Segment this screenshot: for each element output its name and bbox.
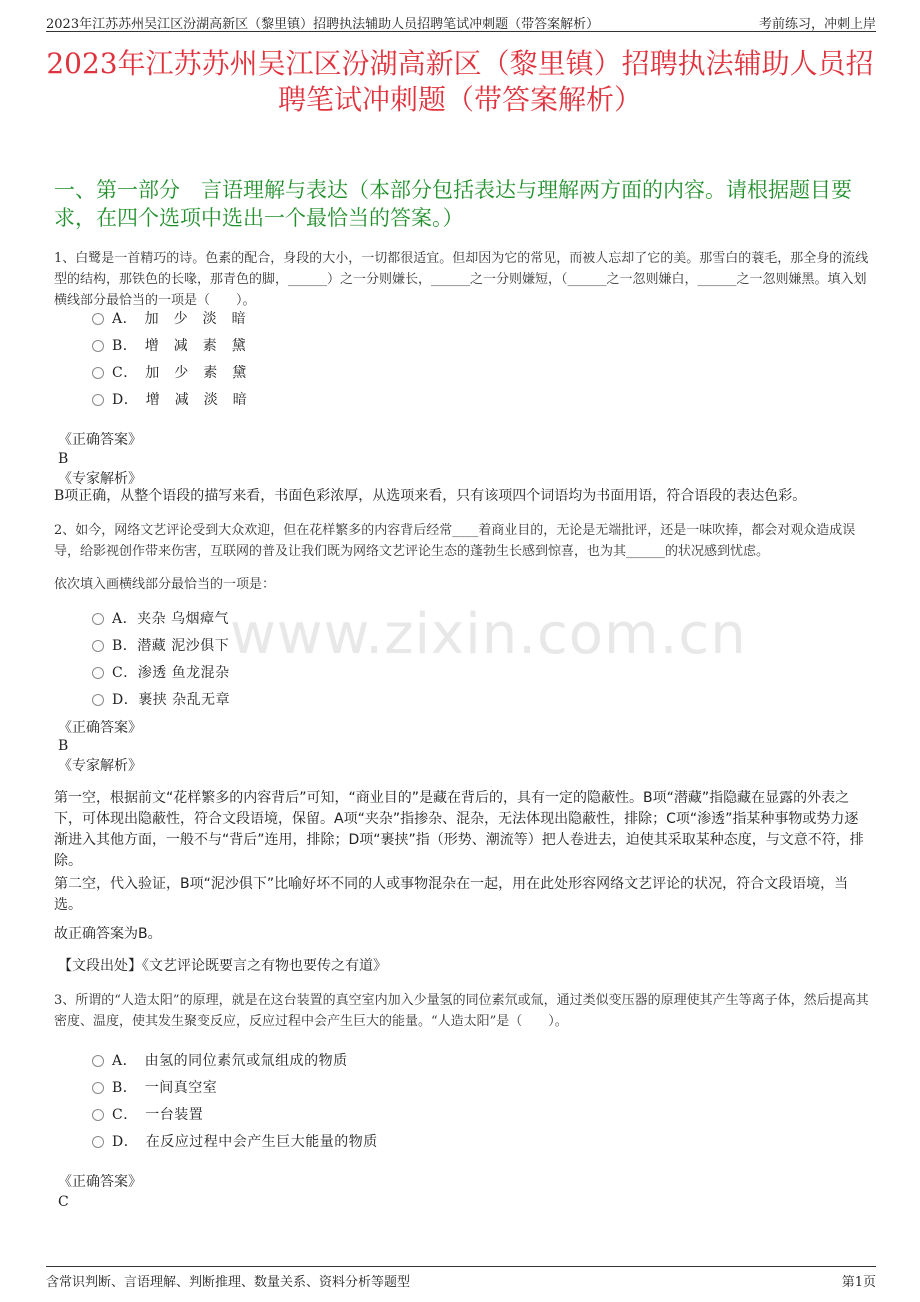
page-header [46,10,876,32]
radio-icon[interactable] [92,1082,104,1094]
radio-icon[interactable] [92,1055,104,1067]
question-2-stem: 2、如今，网络文艺评论受到大众欢迎，但在花样繁多的内容背后经常____着商业目的，无论是无端批评，还是一味吹捧，都会对观众造成误导，给影视创作带来伤害，互联网的普及让我们既为网络文艺评论生态的蓬勃生长感到惊喜，也为其______的状况感到忧虑。 [54,523,856,559]
answer-value: C [58,1194,69,1210]
option-a[interactable]: A． 加 少 淡 暗 [92,304,247,331]
option-a[interactable]: A． 由氢的同位素氘或氚组成的物质 [92,1046,378,1073]
option-c[interactable]: C．渗透 鱼龙混杂 [92,658,230,685]
answer-label: 《正确答案》 [58,1174,142,1190]
question-2-instruction: 依次填入画横线部分最恰当的一项是： [54,577,276,592]
watermark-text: www.zixin.com.cn [230,602,747,667]
option-b[interactable]: B． 增 减 素 黛 [92,331,247,358]
analysis-paragraph-3: 故正确答案为B。 [54,926,162,942]
option-c[interactable]: C． 一台装置 [92,1100,378,1127]
radio-icon[interactable] [92,313,104,325]
radio-icon[interactable] [92,340,104,352]
answer-label: 《正确答案》 [58,432,142,448]
question-1-options [92,304,247,412]
question-1-stem: 1、白鹭是一首精巧的诗。色素的配合，身段的大小，一切都很适宜。但却因为它的常见，而被人忘却了它的美。那雪白的蓑毛，那全身的流线型的结构，那铁色的长喙，那青色的脚，______）之一分则嫌长，______之一分则嫌短，（______之一忽则嫌白，______之一忽则嫌黑。填入划横线部分最恰当的一项是（ ）。 [54,251,869,308]
analysis-text: B项正确，从整个语段的描写来看，书面色彩浓厚，从选项来看，只有该项四个词语均为书面用语，符合语段的表达色彩。 [54,488,807,504]
analysis-label: 《专家解析》 [58,471,142,487]
option-a[interactable]: A．夹杂 乌烟瘴气 [92,604,230,631]
radio-icon[interactable] [92,394,104,406]
question-2-options [92,604,230,712]
option-d[interactable]: D． 在反应过程中会产生巨大能量的物质 [92,1127,378,1154]
option-b[interactable]: B．潜藏 泥沙俱下 [92,631,230,658]
header-slogan: 考前练习，冲刺上岸 [758,17,876,32]
option-c[interactable]: C． 加 少 素 黛 [92,358,247,385]
radio-icon[interactable] [92,1109,104,1121]
radio-icon[interactable] [92,613,104,625]
header-title: 2023年江苏苏州吴江区汾湖高新区（黎里镇）招聘执法辅助人员招聘笔试冲刺题（带答案解析） [46,17,600,32]
option-b[interactable]: B． 一间真空室 [92,1073,378,1100]
question-3-options [92,1046,378,1154]
source-note: 【文段出处】《文艺评论既要言之有物也要传之有道》 [58,958,387,974]
page-number: 第1页 [841,1275,876,1290]
document-title: 2023年江苏苏州吴江区汾湖高新区（黎里镇）招聘执法辅助人员招聘笔试冲刺题（带答案解析） [46,47,874,116]
footer-topics: 含常识判断、言语理解、判断推理、数量关系、资料分析等题型 [46,1275,411,1290]
radio-icon[interactable] [92,667,104,679]
page-footer [46,1266,876,1290]
radio-icon[interactable] [92,367,104,379]
section-heading: 一、第一部分 言语理解与表达（本部分包括表达与理解两方面的内容。请根据题目要求，在四个选项中选出一个最恰当的答案。） [54,178,852,230]
option-d[interactable]: D．裹挟 杂乱无章 [92,685,230,712]
analysis-paragraph-2: 第二空，代入验证，B项“泥沙俱下”比喻好坏不同的人或事物混杂在一起，用在此处形容网络文艺评论的状况，符合文段语境，当选。 [54,876,849,913]
radio-icon[interactable] [92,1136,104,1148]
option-d[interactable]: D． 增 减 淡 暗 [92,385,247,412]
answer-label: 《正确答案》 [58,720,142,736]
question-3-stem: 3、所谓的“人造太阳”的原理，就是在这台装置的真空室内加入少量氢的同位素氘或氚，通过类似变压器的原理使其产生等离子体，然后提高其密度、温度，使其发生聚变反应，反应过程中会产生巨大的能量。“人造太阳”是（ ）。 [54,993,869,1029]
analysis-label: 《专家解析》 [58,758,142,774]
radio-icon[interactable] [92,640,104,652]
analysis-paragraph-1: 第一空，根据前文“花样繁多的内容背后”可知，“商业目的”是藏在背后的，具有一定的隐蔽性。B项“潜藏”指隐藏在显露的外表之下，可体现出隐蔽性，符合文段语境，保留。A项“夹杂”指掺杂、混杂，无法体现出隐蔽性，排除；C项“渗透”指某种事物或势力逐渐进入其他方面，一般不与“背后”连用，排除；D项“裹挟”指（形势、潮流等）把人卷进去，迫使其采取某种态度，与文意不符，排除。 [54,790,864,869]
radio-icon[interactable] [92,694,104,706]
answer-value: B [58,451,69,467]
answer-value: B [58,738,69,754]
